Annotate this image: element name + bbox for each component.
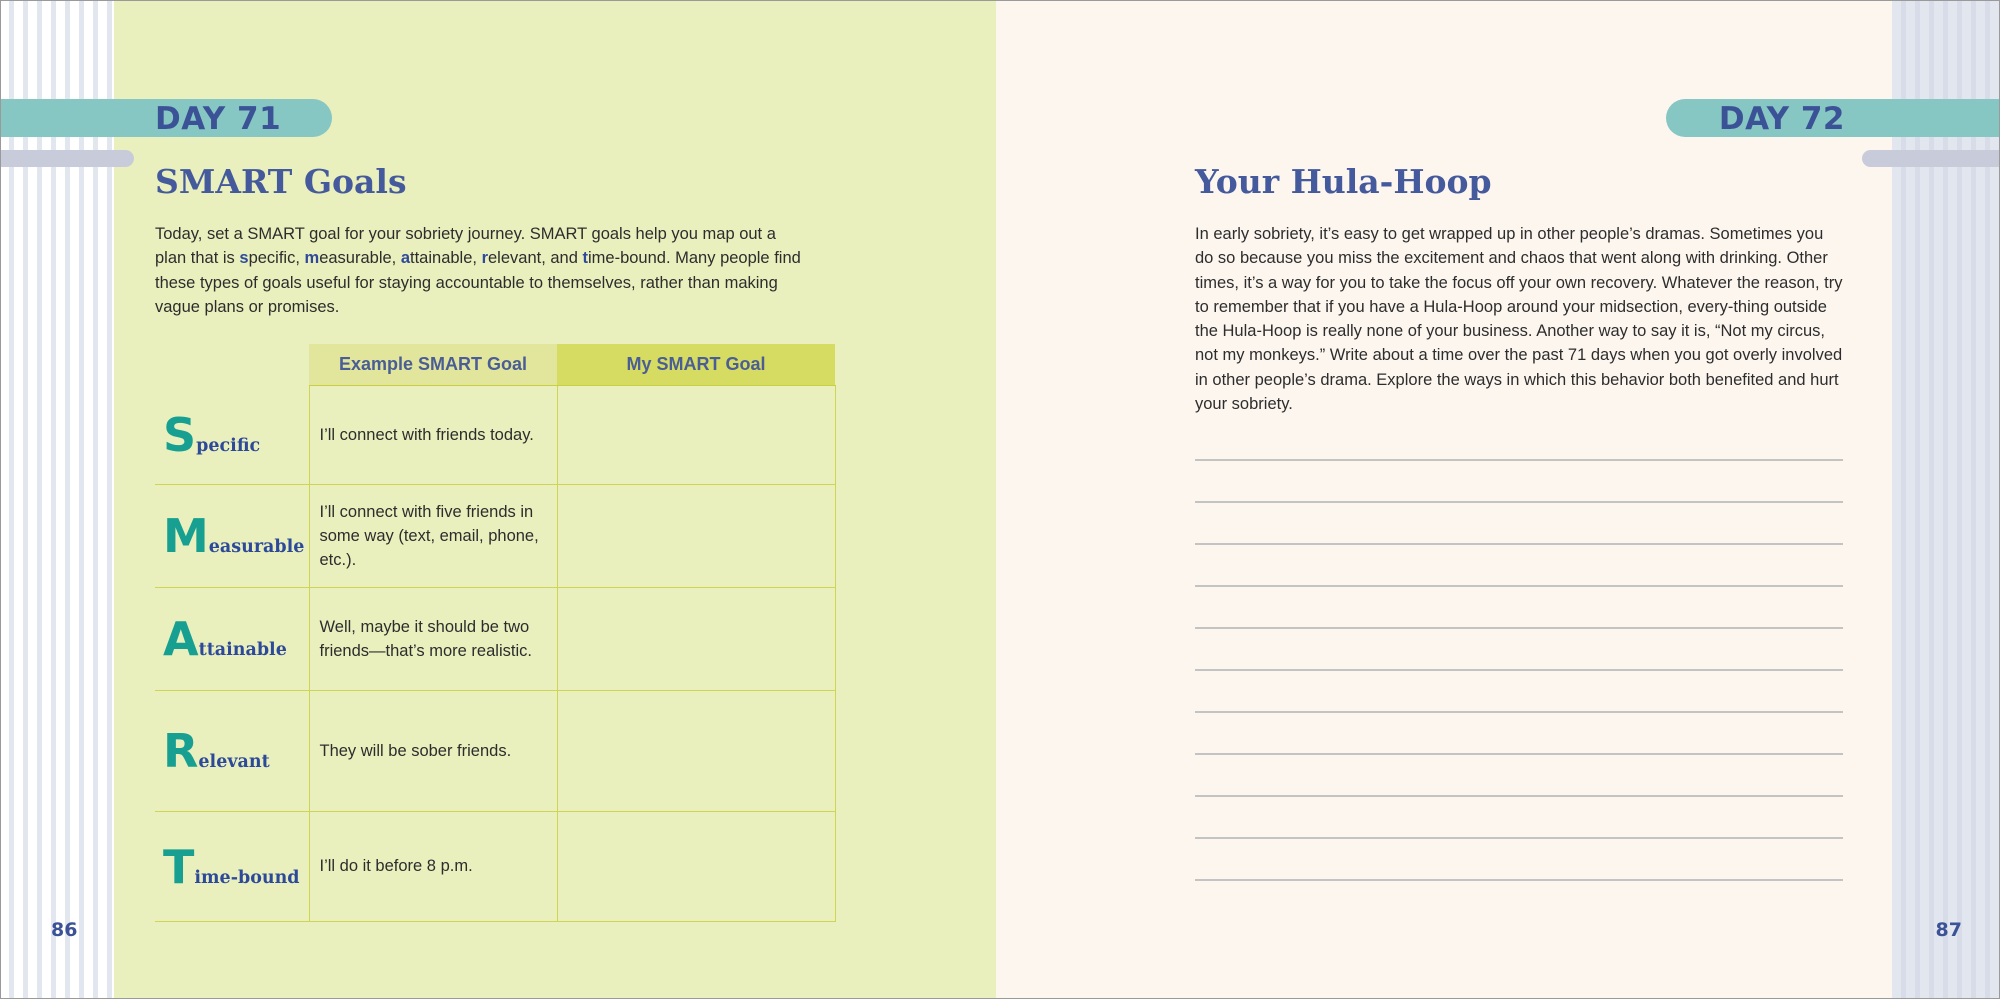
intro-text-1: Today, set a SMART goal for your sobriety journey. SMART goals help you map out a plan that is: [155, 225, 776, 268]
example-cell-attainable: Well, maybe it should be two friends—that’s more realistic.: [309, 588, 557, 691]
my-goal-cell-attainable[interactable]: [557, 588, 835, 691]
highlight-r: r: [481, 249, 488, 268]
page-title-left: SMART Goals: [155, 162, 407, 201]
page-title-right: Your Hula-Hoop: [1195, 162, 1492, 201]
row-label-specific: Specific: [155, 386, 309, 485]
day-label-left: DAY 71: [155, 101, 282, 137]
writing-line[interactable]: [1195, 711, 1843, 713]
intro-text-2: pecific,: [248, 249, 305, 268]
writing-line[interactable]: [1195, 459, 1843, 461]
highlight-m: m: [304, 249, 320, 268]
my-goal-cell-measurable[interactable]: [557, 485, 835, 588]
row-label-measurable: Measurable: [155, 485, 309, 588]
page-number-left: 86: [51, 919, 78, 941]
highlight-t: t: [582, 249, 588, 268]
left-page: [0, 0, 996, 999]
header-example-goal: Example SMART Goal: [309, 344, 557, 386]
writing-line[interactable]: [1195, 585, 1843, 587]
decorative-bar-left: [0, 150, 134, 167]
writing-line[interactable]: [1195, 837, 1843, 839]
table-row-attainable: [155, 588, 835, 691]
intro-text-5: elevant, and: [488, 249, 583, 268]
table-row-relevant: [155, 691, 835, 812]
my-goal-cell-specific[interactable]: [557, 386, 835, 485]
example-cell-time-bound: I’ll do it before 8 p.m.: [309, 812, 557, 922]
page-number-right: 87: [1935, 919, 1962, 941]
writing-line[interactable]: [1195, 795, 1843, 797]
table-row-specific: [155, 386, 835, 485]
writing-line[interactable]: [1195, 543, 1843, 545]
highlight-a: a: [400, 249, 411, 268]
example-cell-relevant: They will be sober friends.: [309, 691, 557, 812]
intro-text-4: ttainable,: [410, 249, 482, 268]
header-my-goal: My SMART Goal: [557, 344, 835, 386]
header-blank-cell: [155, 344, 309, 386]
my-goal-cell-time-bound[interactable]: [557, 812, 835, 922]
table-row-measurable: [155, 485, 835, 588]
decorative-bar-right: [1862, 150, 2000, 167]
table-header-row: [155, 344, 835, 386]
my-goal-cell-relevant[interactable]: [557, 691, 835, 812]
example-cell-specific: I’ll connect with friends today.: [309, 386, 557, 485]
right-page: [996, 0, 2000, 999]
row-label-attainable: Attainable: [155, 588, 309, 691]
writing-line[interactable]: [1195, 669, 1843, 671]
day-label-right: DAY 72: [1718, 101, 1845, 137]
highlight-s: s: [239, 249, 249, 268]
intro-text-3: easurable,: [319, 249, 401, 268]
writing-line[interactable]: [1195, 627, 1843, 629]
example-cell-measurable: I’ll connect with five friends in some way (text, email, phone, etc.).: [309, 485, 557, 588]
writing-line[interactable]: [1195, 753, 1843, 755]
table-row-time-bound: [155, 812, 835, 922]
smart-goals-table: [155, 344, 836, 922]
body-paragraph-right: In early sobriety, it’s easy to get wrapped up in other people’s dramas. Sometimes you do so because you miss the excitement and chaos that went along with drinking. Other times, it’s a way for you to take the focus off your own recovery. Whatever the reason, try to remember that if you have a Hula-Hoop around your midsection, every-thing outside the Hula-Hoop is really none of your business. Another way to say it is, “Not my circus, not my monkeys.” Write about a time over the past 71 days when you got overly involved in other people’s drama. Explore the ways in which this behavior both benefited and hurt your sobriety.: [1195, 225, 1843, 414]
row-label-relevant: Relevant: [155, 691, 309, 812]
writing-line[interactable]: [1195, 501, 1843, 503]
intro-text-6: ime-bound. Many people find these types of goals useful for staying accountable to themselves, rather than making vague plans or promises.: [155, 249, 801, 316]
row-label-time-bound: Time-bound: [155, 812, 309, 922]
intro-paragraph: [155, 222, 805, 319]
writing-line[interactable]: [1195, 879, 1843, 881]
